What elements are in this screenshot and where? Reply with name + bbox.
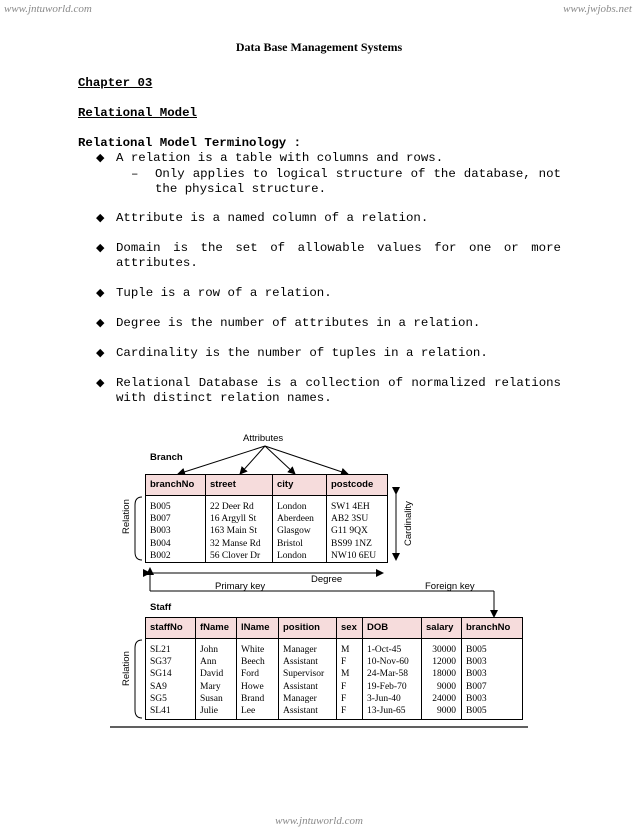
table-cell: F [341,657,347,668]
branch-column [327,496,387,562]
branch-body [145,495,388,563]
table-cell: London [277,550,307,561]
degree-label: Degree [311,574,343,585]
table-cell: B005 [466,706,487,717]
diamond-bullet-icon: ◆ [96,376,105,389]
table-cell: 9000 [437,706,456,717]
table-cell: M [341,645,350,655]
table-cell: 22 Deer Rd [210,502,254,512]
table-cell: Bristol [277,538,303,549]
dash-bullet-icon: – [131,167,139,181]
relation-label: Relation [121,499,132,534]
table-cell: B003 [466,693,487,704]
chapter-heading: Chapter 03 [78,76,153,90]
table-cell: Glasgow [277,526,311,537]
table-cell: 13-Jun-65 [367,706,406,717]
table-cell: Julie [200,706,218,717]
bullet-text: Degree is the number of attributes in a relation. [116,316,481,330]
table-cell: 3-Jun-40 [367,693,401,704]
bullet-text: Cardinality is the number of tuples in a relation. [116,346,488,360]
table-cell: SL21 [150,645,171,655]
table-cell: 163 Main St [210,526,257,537]
table-cell: 1-Oct-45 [367,645,402,655]
staff-column [279,639,337,719]
branch-header-cell: postcode [331,479,374,490]
staff-header-cell: DOB [363,618,422,638]
table-cell: B003 [466,669,487,680]
table-cell: White [241,645,265,655]
table-cell: G11 9QX [331,526,368,537]
diamond-bullet-icon: ◆ [96,211,105,224]
table-cell: B003 [150,526,171,537]
table-cell: Brand [241,693,265,704]
cardinality-label: Cardinality [403,501,414,546]
staff-header-cell: salary [422,618,462,638]
footer-url: www.jntuworld.com [275,815,363,827]
attribute-arrow [265,446,348,474]
staff-column [422,639,462,719]
staff-header-cell: staffNo [146,618,196,638]
staff-header-cell: fName [196,618,237,638]
diamond-bullet-icon: ◆ [96,241,105,254]
document-title: Data Base Management Systems [235,40,403,54]
staff-column [196,639,237,719]
table-cell: John [200,645,218,655]
table-cell: SG37 [150,657,172,668]
branch-header-cell: branchNo [146,475,206,495]
table-cell: 18000 [432,669,456,680]
table-cell: 9000 [437,681,456,692]
staff-header-cell: branchNo [466,622,511,633]
table-cell: F [341,706,347,717]
table-cell: F [341,681,347,692]
branch-column [206,496,273,562]
table-cell: AB2 3SU [331,514,369,525]
primary-key-label: Primary key [215,581,266,592]
table-cell: Beech [241,657,265,668]
branch-title: Branch [150,452,183,463]
table-cell: David [200,669,224,680]
table-cell: B002 [150,550,171,561]
table-cell: Howe [241,681,264,692]
table-cell: London [277,502,307,512]
table-cell: Supervisor [283,669,325,680]
staff-column [363,639,422,719]
table-cell: 30000 [432,645,456,655]
relation-brace [135,497,142,560]
staff-column [337,639,363,719]
terminology-heading: Relational Model Terminology : [78,136,302,150]
header-left-url: www.jntuworld.com [4,3,92,15]
staff-column [146,639,196,719]
bullet-text: A relation is a table with columns and rows. [116,151,444,165]
header-right-url: www.jwjobs.net [563,3,632,15]
bullet-text: Domain is the set of allowable values for one or more attributes. [116,241,569,270]
table-cell: B007 [150,514,171,525]
branch-header-cell: street [206,475,273,495]
table-cell: 24000 [432,693,456,704]
relation-label: Relation [121,651,132,686]
table-cell: B004 [150,538,171,549]
relation-brace [135,640,142,718]
foreign-key-label: Foreign key [425,581,475,592]
table-cell: Aberdeen [277,514,314,525]
table-cell: Ann [200,657,217,668]
branch-header-row [145,474,388,496]
table-cell: Manager [283,645,317,655]
branch-column [273,496,327,562]
table-cell: Assistant [283,657,318,668]
attribute-arrow [265,446,295,474]
staff-column [237,639,279,719]
staff-header-cell: sex [337,618,363,638]
staff-body [145,638,523,720]
table-cell: Assistant [283,706,318,717]
bullet-text: Tuple is a row of a relation. [116,286,332,300]
table-cell: 10-Nov-60 [367,657,409,668]
bullet-text: Attribute is a named column of a relation. [116,211,429,225]
table-cell: Susan [200,693,223,704]
table-cell: Assistant [283,681,318,692]
table-cell: Ford [241,669,259,680]
table-cell: 16 Argyll St [210,514,257,525]
staff-title: Staff [150,602,172,613]
attributes-label: Attributes [243,433,284,444]
table-cell: F [341,693,347,704]
table-cell: 56 Clover Dr [210,550,261,561]
diamond-bullet-icon: ◆ [96,286,105,299]
table-cell: SW1 4EH [331,502,370,512]
branch-column [146,496,206,562]
diamond-bullet-icon: ◆ [96,346,105,359]
diamond-bullet-icon: ◆ [96,316,105,329]
table-cell: M [341,669,350,680]
table-cell: 32 Manse Rd [210,538,261,549]
section-heading: Relational Model [78,106,197,120]
table-cell: SG14 [150,669,172,680]
table-cell: 24-Mar-58 [367,669,408,680]
table-cell: SG5 [150,693,167,704]
staff-header-cell: position [279,618,337,638]
staff-header-row [145,617,523,639]
staff-column [462,639,520,719]
table-cell: B003 [466,657,487,668]
table-cell: Lee [241,706,256,717]
table-cell: SL41 [150,706,171,717]
table-cell: 12000 [432,657,456,668]
table-cell: Mary [200,681,221,692]
table-cell: B005 [150,502,171,512]
table-cell: Manager [283,693,317,704]
table-cell: BS99 1NZ [331,538,372,549]
table-cell: B005 [466,645,487,655]
diamond-bullet-icon: ◆ [96,151,105,164]
table-cell: 19-Feb-70 [367,681,407,692]
table-cell: SA9 [150,681,167,692]
branch-header-cell: city [273,475,327,495]
staff-header-cell: lName [237,618,279,638]
sub-bullet-text: Only applies to logical structure of the database, not the physical structure. [155,167,561,196]
bullet-text: Relational Database is a collection of normalized relations with distinct relation names. [116,376,569,405]
table-cell: NW10 6EU [331,550,377,561]
table-cell: B007 [466,681,487,692]
